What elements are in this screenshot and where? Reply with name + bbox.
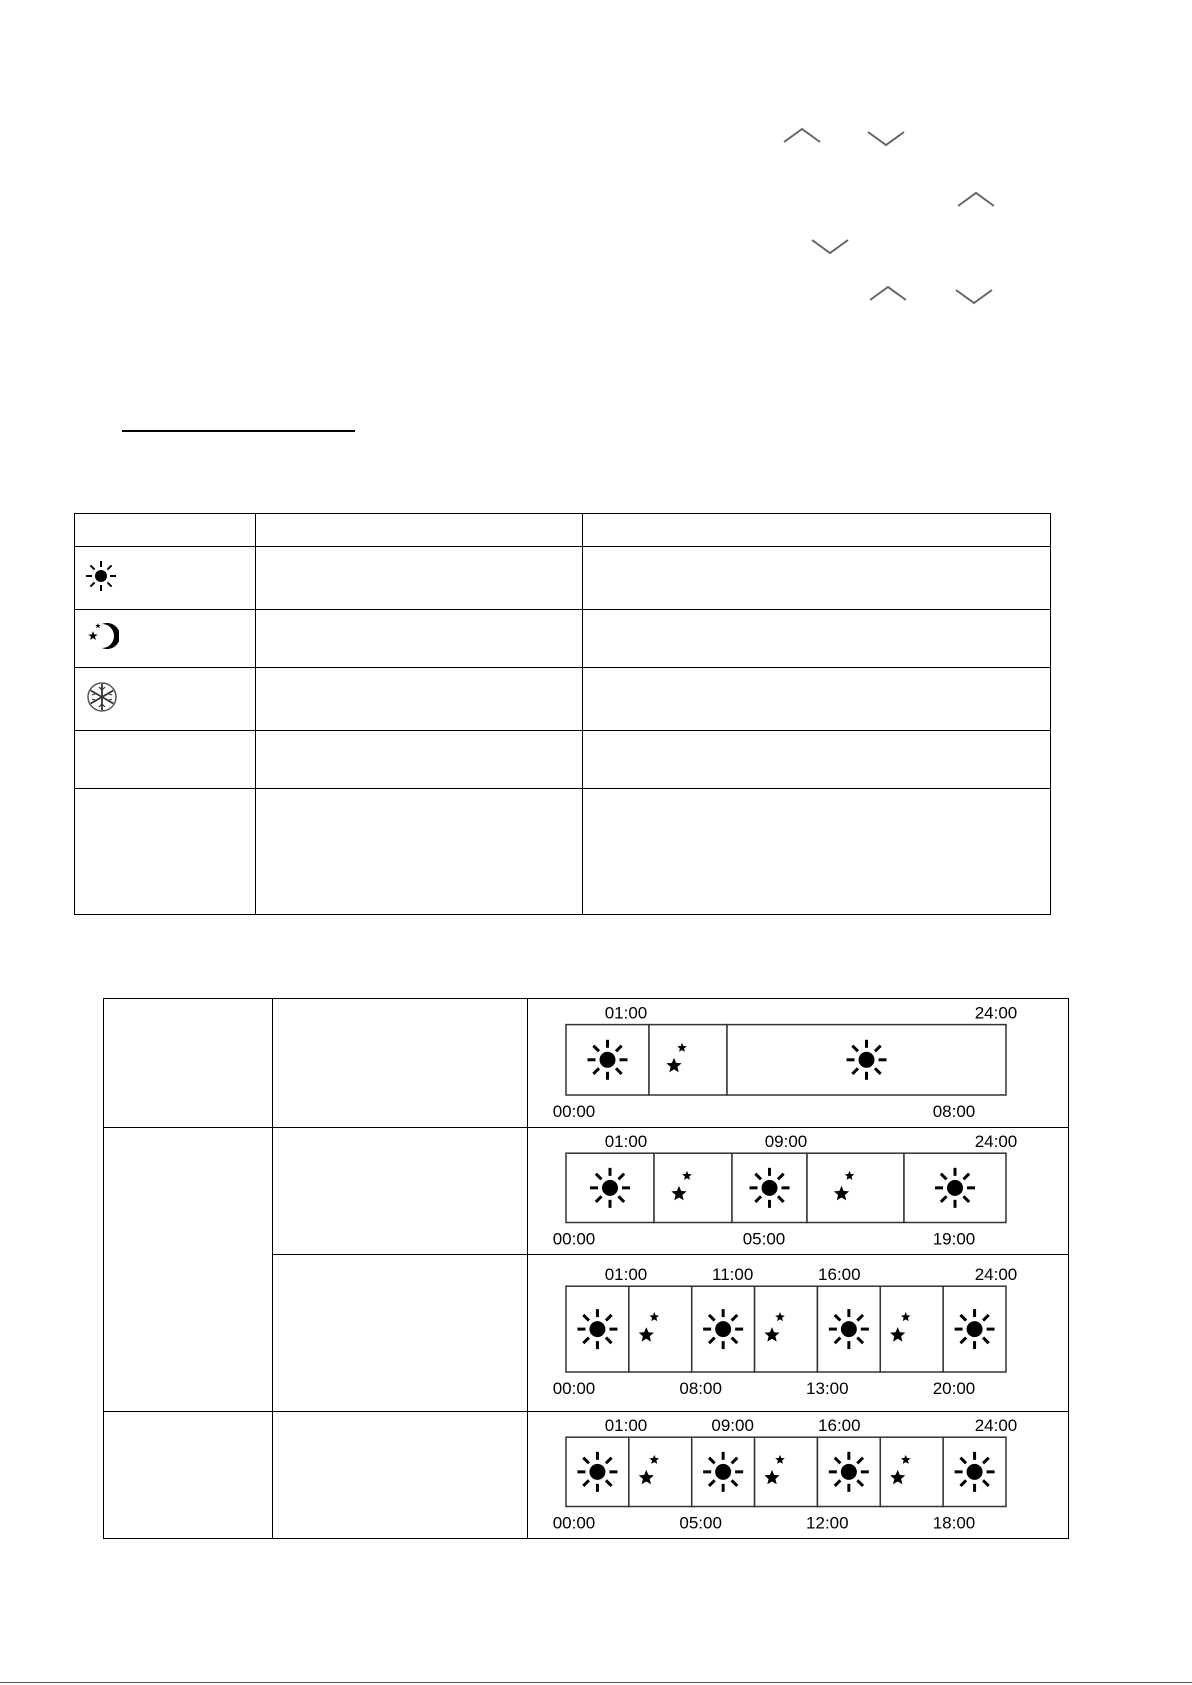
sun-icon: [703, 1309, 743, 1349]
program-cell: [104, 1128, 273, 1412]
sun-icon: [590, 1168, 630, 1208]
timeline-cell: [528, 1255, 1069, 1412]
timeline-segment: [629, 1437, 692, 1506]
mode-description-cell: [583, 789, 1051, 915]
option-cell: [273, 1255, 528, 1412]
timeline-top-label: 24:00: [974, 1132, 1018, 1152]
table-row: [75, 789, 1051, 915]
mode-name-cell: [256, 731, 583, 789]
program-cell: [104, 1412, 273, 1539]
schedule-timeline: [528, 999, 1068, 1127]
timeline-bottom-label: 00:00: [552, 1229, 596, 1249]
timeline-top-label: 24:00: [974, 1265, 1018, 1285]
timeline-bottom-label: 08:00: [679, 1379, 722, 1398]
sun-icon: [577, 1309, 617, 1349]
chevron-up-icon: [954, 188, 998, 210]
chevron-up-icon: [780, 124, 824, 146]
table-row: [104, 1412, 1069, 1539]
sun-icon: [750, 1168, 790, 1208]
sun-icon: [829, 1309, 869, 1349]
timeline-bottom-label: 05:00: [742, 1229, 786, 1249]
table-row: [104, 999, 1069, 1128]
schedule-timeline: [528, 1412, 1068, 1538]
chevron-down-icon: [808, 236, 852, 258]
timeline-top-label: 09:00: [711, 1416, 754, 1436]
timeline-top-label: 01:00: [604, 1003, 648, 1023]
snowflake-icon: [85, 701, 119, 718]
table-row: [104, 1128, 1069, 1255]
table-header-cell: [256, 514, 583, 547]
table-header-row: [75, 514, 1051, 547]
sun-icon: [847, 1040, 887, 1080]
timeline-segment: [807, 1153, 904, 1222]
timeline-top-label: 01:00: [604, 1265, 648, 1285]
mode-name-cell: [256, 547, 583, 610]
timeline-segment: [654, 1153, 732, 1222]
table-row: [75, 547, 1051, 610]
program-cell: [104, 999, 273, 1128]
mode-name-cell: [256, 789, 583, 915]
chevron-down-icon: [952, 286, 996, 308]
moon-icon: [85, 639, 119, 656]
chevron-down-icon: [864, 128, 908, 150]
timeline-segment: [880, 1286, 943, 1372]
timeline-top-label: 24:00: [974, 1416, 1018, 1436]
mode-description-cell: [583, 547, 1051, 610]
sun-icon: [588, 1040, 628, 1080]
timeline-top-label: 16:00: [818, 1265, 861, 1285]
mode-name-cell: [256, 668, 583, 731]
schedule-timeline: [528, 1255, 1068, 1411]
table-row: [75, 668, 1051, 731]
schedule-table: [103, 998, 1069, 1539]
mode-table: [74, 513, 1051, 915]
timeline-bottom-label: 13:00: [806, 1379, 849, 1398]
mode-icon-cell: [75, 547, 256, 610]
timeline-segment: [649, 1025, 727, 1095]
timeline-bottom-label: 20:00: [932, 1379, 976, 1398]
mode-name-cell: [256, 610, 583, 668]
chevron-up-icon: [866, 282, 910, 304]
timeline-bottom-label: 08:00: [932, 1102, 976, 1121]
option-cell: [273, 999, 528, 1128]
sun-icon: [955, 1309, 995, 1349]
table-header-cell: [75, 514, 256, 547]
sun-icon: [703, 1452, 743, 1492]
timeline-segment: [755, 1437, 818, 1506]
timeline-bottom-label: 00:00: [552, 1102, 596, 1121]
table-row: [75, 731, 1051, 789]
sun-icon: [577, 1452, 617, 1492]
timeline-segment: [629, 1286, 692, 1372]
table-header-cell: [583, 514, 1051, 547]
timeline-bottom-label: 00:00: [552, 1513, 596, 1533]
timeline-bottom-label: 19:00: [932, 1229, 976, 1249]
mode-description-cell: [583, 610, 1051, 668]
timeline-top-label: 11:00: [712, 1265, 754, 1285]
sun-icon: [935, 1168, 975, 1208]
mode-icon-cell: [75, 731, 256, 789]
timeline-cell: [528, 1128, 1069, 1255]
mode-description-cell: [583, 731, 1051, 789]
mode-icon-cell: [75, 610, 256, 668]
timeline-bottom-label: 18:00: [932, 1513, 976, 1533]
mode-icon-cell: [75, 668, 256, 731]
sun-icon: [85, 579, 117, 596]
page-bottom-rule: [0, 1682, 1192, 1683]
sun-icon: [955, 1452, 995, 1492]
timeline-top-label: 16:00: [818, 1416, 861, 1436]
option-cell: [273, 1128, 528, 1255]
timeline-bottom-label: 00:00: [552, 1379, 596, 1398]
timeline-segment: [755, 1286, 818, 1372]
timeline-top-label: 24:00: [974, 1003, 1018, 1023]
table-row: [75, 610, 1051, 668]
schedule-timeline: [528, 1128, 1068, 1254]
timeline-top-label: 01:00: [604, 1132, 648, 1152]
section-heading-underline: [122, 430, 355, 432]
mode-icon-cell: [75, 789, 256, 915]
timeline-cell: [528, 999, 1069, 1128]
mode-description-cell: [583, 668, 1051, 731]
option-cell: [273, 1412, 528, 1539]
timeline-cell: [528, 1412, 1069, 1539]
timeline-top-label: 01:00: [604, 1416, 648, 1436]
timeline-bottom-label: 05:00: [679, 1513, 722, 1533]
timeline-top-label: 09:00: [764, 1132, 808, 1152]
timeline-bottom-label: 12:00: [806, 1513, 849, 1533]
sun-icon: [829, 1452, 869, 1492]
timeline-segment: [880, 1437, 943, 1506]
